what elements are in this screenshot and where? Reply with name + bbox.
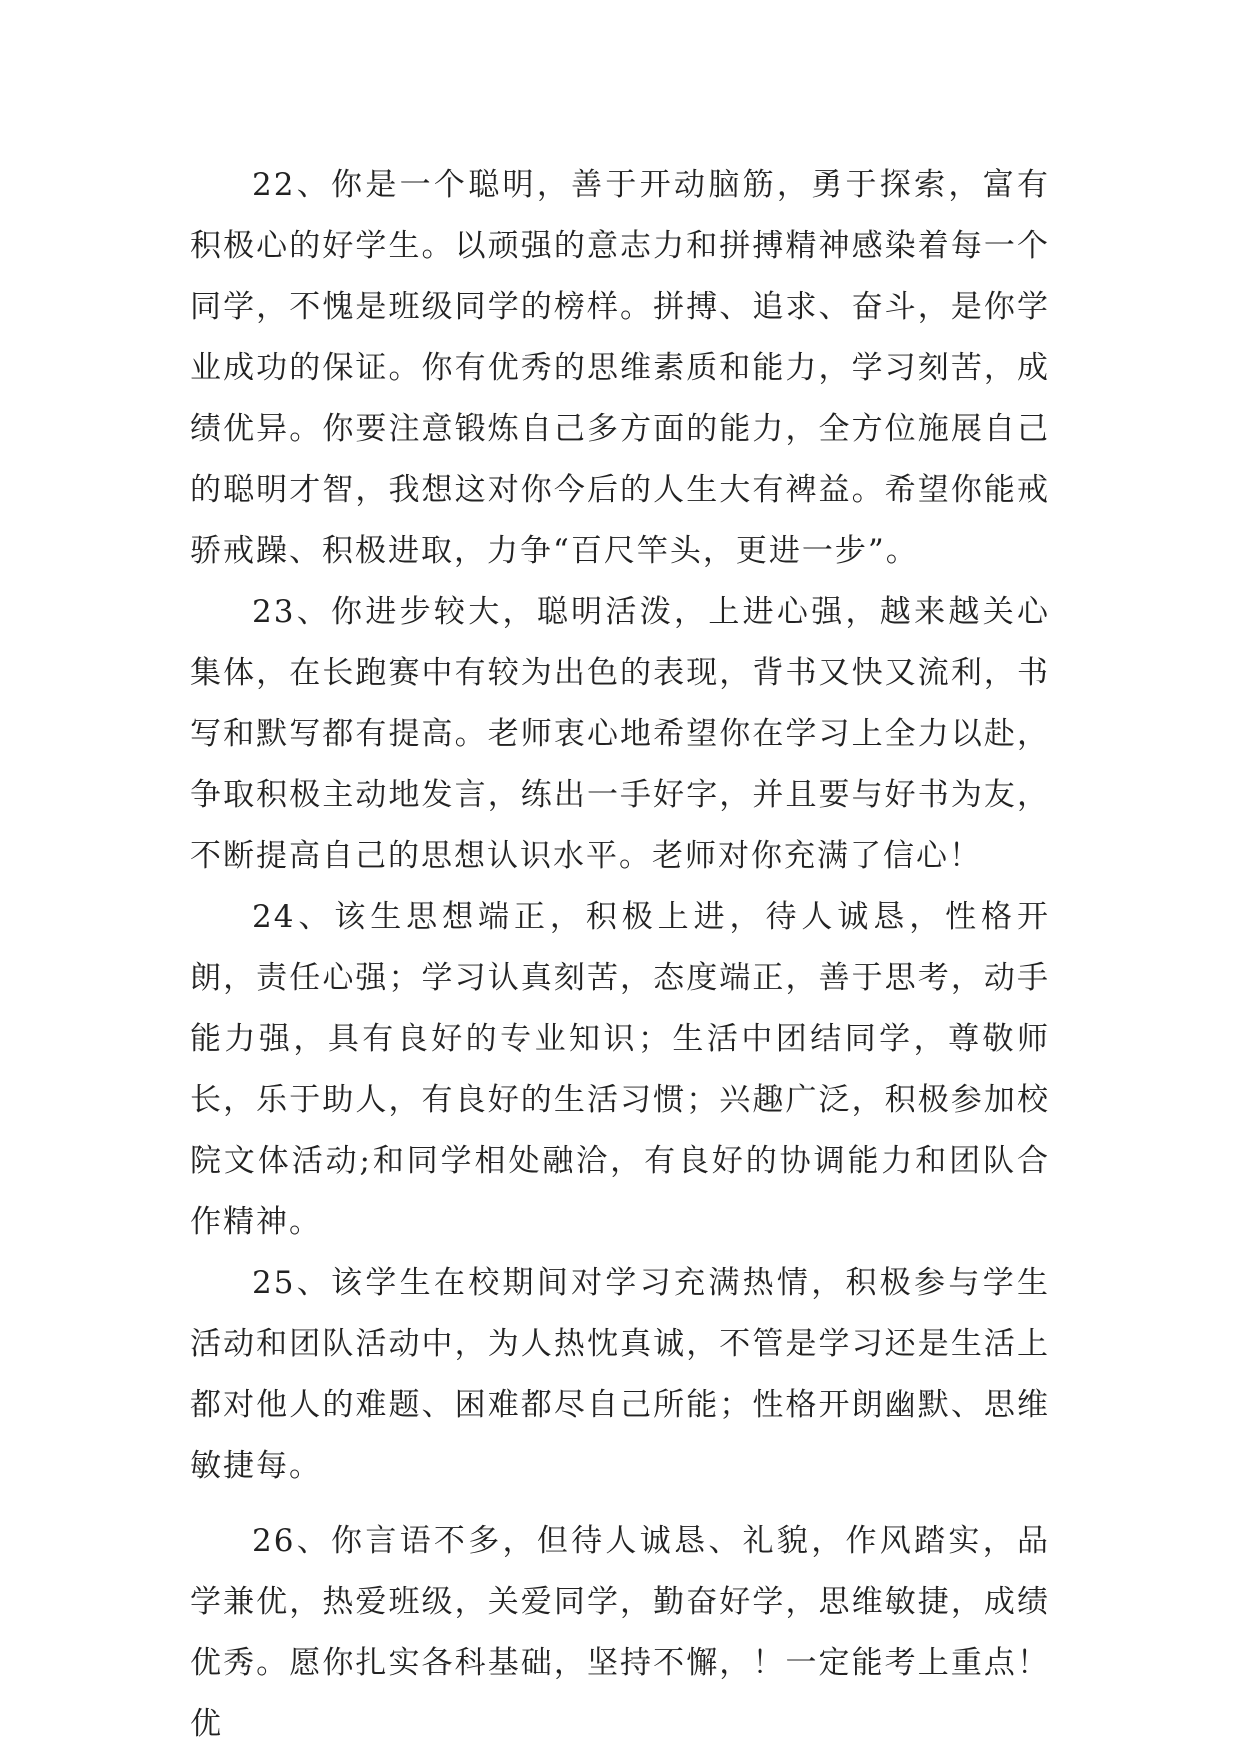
paragraph-24: 24、该生思想端正，积极上进，待人诚恳，性格开朗，责任心强；学习认真刻苦，态度端正，善于思考，动手能力强，具有良好的专业知识；生活中团结同学，尊敬师长，乐于助人，有良好的生活习惯；兴趣广泛，积极参加校院文体活动;和同学相处融洽，有良好的协调能力和团队合作精神。 [190,899,1050,1240]
document-body [190,155,1050,1755]
paragraph-25: 25、该学生在校期间对学习充满热情，积极参与学生活动和团队活动中，为人热忱真诚，不管是学习还是生活上都对他人的难题、困难都尽自己所能；性格开朗幽默、思维敏捷每。 [190,1265,1050,1484]
paragraph-26: 26、你言语不多，但待人诚恳、礼貌，作风踏实，品学兼优，热爱班级，关爱同学，勤奋好学，思维敏捷，成绩优秀。愿你扎实各科基础，坚持不懈，！一定能考上重点！优 [190,1523,1050,1742]
paragraph-23: 23、你进步较大，聪明活泼，上进心强，越来越关心集体，在长跑赛中有较为出色的表现，背书又快又流利，书写和默写都有提高。老师衷心地希望你在学习上全力以赴，争取积极主动地发言，练出一手好字，并且要与好书为友，不断提高自己的思想认识水平。老师对你充满了信心！ [190,594,1050,874]
paragraph-22: 22、你是一个聪明，善于开动脑筋，勇于探索，富有积极心的好学生。以顽强的意志力和拼搏精神感染着每一个同学，不愧是班级同学的榜样。拼搏、追求、奋斗，是你学业成功的保证。你有优秀的思维素质和能力，学习刻苦，成绩优异。你要注意锻炼自己多方面的能力，全方位施展自己的聪明才智，我想这对你今后的人生大有裨益。希望你能戒骄戒躁、积极进取，力争“百尺竿头，更进一步”。 [190,167,1050,569]
